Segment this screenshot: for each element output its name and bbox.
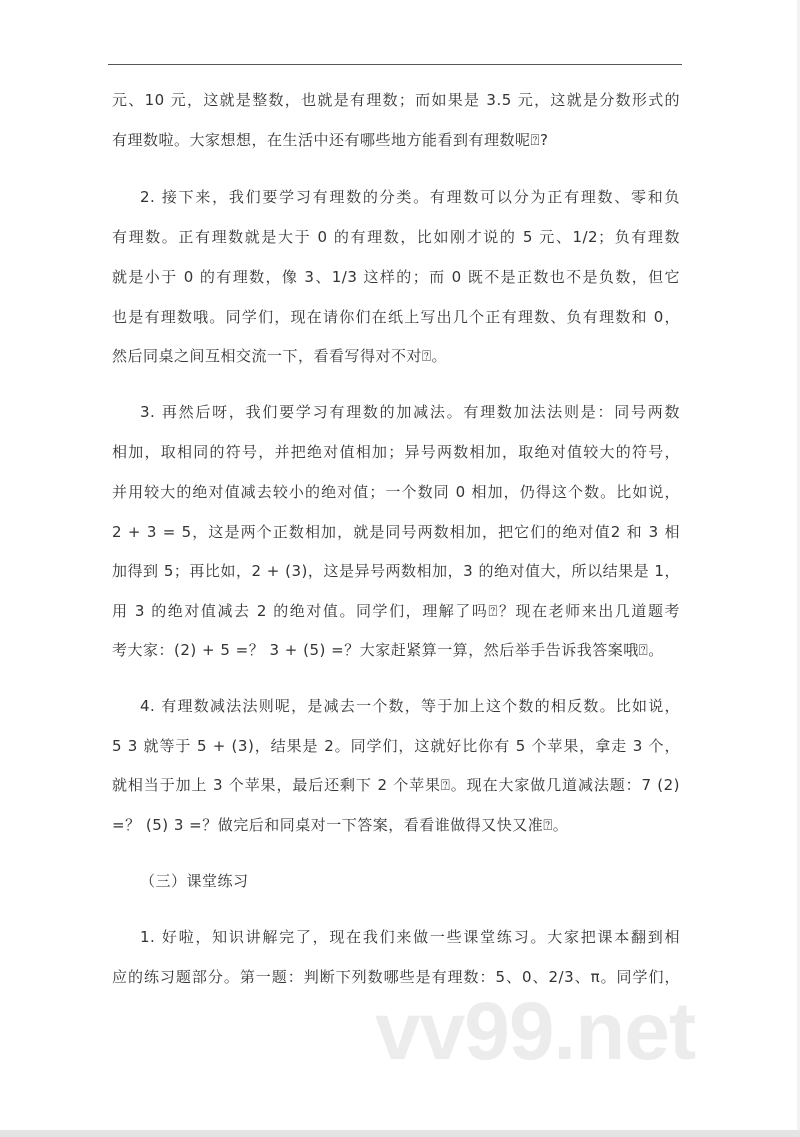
paragraph-line: 元、10 元，这就是整数，也就是有理数；而如果是 3.5 元，这就是分数形式的	[112, 91, 680, 109]
paragraph-line: 相加，取相同的符号，并把绝对值相加；异号两数相加，取绝对值较大的符号，	[112, 443, 680, 461]
paragraph-line: 2 + 3 = 5，这是两个正数相加，就是同号两数相加，把它们的绝对值2 和 3 相	[112, 523, 680, 541]
paragraph-line: 2. 接下来，我们要学习有理数的分类。有理数可以分为正有理数、零和负	[140, 188, 680, 206]
paragraph-line: 考大家：(2) + 5 =？ 3 + (5) =？大家赶紧算一算，然后举手告诉我答案哦⍰。	[112, 641, 664, 659]
paragraph-line: 也是有理数哦。同学们，现在请你们在纸上写出几个正有理数、负有理数和 0，	[112, 308, 680, 326]
paragraph-line: 然后同桌之间互相交流一下，看看写得对不对⍰。	[112, 347, 448, 365]
paragraph-line: 应的练习题部分。第一题：判断下列数哪些是有理数：5、0、2/3、π。同学们，	[112, 968, 680, 986]
paragraph-line: 有理数。正有理数就是大于 0 的有理数，比如刚才说的 5 元、1/2；负有理数	[112, 228, 680, 246]
paragraph-line: 加得到 5；再比如，2 + (3)，这是异号两数相加，3 的绝对值大，所以结果是 1，	[112, 562, 680, 580]
paragraph-line: 1. 好啦，知识讲解完了，现在我们来做一些课堂练习。大家把课本翻到相	[140, 928, 680, 946]
section-heading: （三）课堂练习	[140, 872, 249, 890]
paragraph-line: 3. 再然后呀，我们要学习有理数的加减法。有理数加法法则是：同号两数	[140, 403, 680, 421]
paragraph-line: 5 3 就等于 5 + (3)，结果是 2。同学们，这就好比你有 5 个苹果，拿走 3 个，	[112, 737, 680, 755]
paragraph-line: 4. 有理数减法法则呢，是减去一个数，等于加上这个数的相反数。比如说，	[140, 697, 680, 715]
page-bottom-border	[0, 1130, 800, 1137]
paragraph-line: 有理数啦。大家想想，在生活中还有哪些地方能看到有理数呢⍰?	[112, 131, 549, 149]
paragraph-line: 并用较大的绝对值减去较小的绝对值；一个数同 0 相加，仍得这个数。比如说，	[112, 483, 680, 501]
header-rule	[108, 64, 682, 65]
paragraph-line: =？ (5) 3 =？做完后和同桌对一下答案，看看谁做得又快又准⍰。	[112, 816, 569, 834]
paragraph-line: 就相当于加上 3 个苹果，最后还剩下 2 个苹果⍰。现在大家做几道减法题：7 (2)	[112, 776, 680, 794]
paragraph-line: 用 3 的绝对值减去 2 的绝对值。同学们，理解了吗⍰？现在老师来出几道题考	[112, 602, 680, 620]
watermark: vv99.net	[375, 986, 696, 1077]
paragraph-line: 就是小于 0 的有理数，像 3、1/3 这样的；而 0 既不是正数也不是负数，但它	[112, 268, 680, 286]
